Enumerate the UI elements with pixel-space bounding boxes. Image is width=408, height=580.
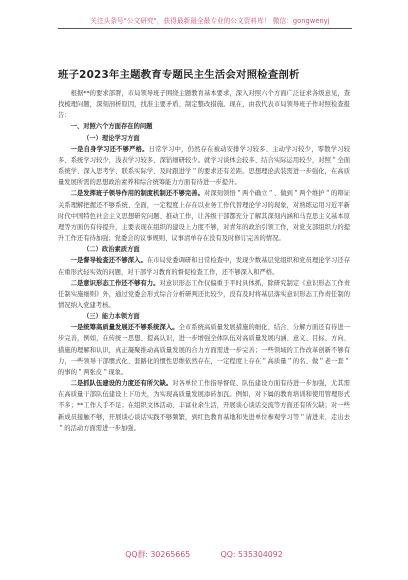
paragraph [58, 378, 350, 434]
header-divider [58, 28, 352, 29]
paragraph-lead: 一是自身学习还不够严格。 [70, 145, 149, 153]
footer-contact [0, 549, 408, 560]
footer-qq-group: QQ群: 30265665 [125, 550, 191, 559]
document-body [58, 88, 350, 434]
paragraph-body: 全市系统高质量发展措施的细化、结合、分解方面还有待进一步完善，例如，在传统一思想、提高认识，进一步增强全体队伍对高质量发展内涵、意义、目标、方向、措施的理解和认识，真正凝聚推动高质量发展的合力方面需进一步完善；一些领域的工作改革创新不够有力，一些领导干部惯式化、套路化的惯性思维依然存在，一定程度上存在＂高质量＂的名、做＂老一套＂的事的＂两张皮＂现象。 [58, 324, 351, 376]
paragraph [58, 322, 350, 378]
paragraph [58, 255, 350, 277]
subsection-heading: （二）政治素质方面 [83, 246, 140, 254]
section-heading: 一、对照六个方面存在的问题 [70, 123, 153, 131]
paragraph-body: 在市局党委调研和日常检查中，发现少数基层党组织和党员理论学习还存在重形式轻实效的问题，对干部学习教育的督促检查工作，还不够深入和严格。 [58, 257, 351, 276]
paragraph-body: 对各单位工作指导督促、队伍建设方面有待进一步加强，尤其需在高质量干部队伍建设上下功夫，为实现高质量发展添砖加瓦。例如，对下属的教育培训和使用管理形式不多；**工作人手不足；在组织文体活动、丰富业余生活，开展谈心谈话交流等方面还有所欠缺；对一些新成员接触不够，开展谈心谈话实践不够频繁，到红色教育基地和先进单位参观学习等＂请进来、走出去＂的活动方面需进一步加强。 [58, 380, 351, 432]
paragraph [58, 278, 350, 311]
footer-qq: QQ: 535304092 [220, 550, 283, 559]
paragraph-body: 日常学习中，仍然存在被动安排学习较多、主动学习较少，零散学习较多、系统学习较少，浅表学习较多、深钻细研较少。就学习谈体会较多、结合实际运用较少，对照＂全面系统学、深入思考学、联系实际学、及时跟进学＂的要求还有差距。思想理论武装需进一步强化，在高质量发展所需的思想政治素养和综合统筹能力方面有待进一步提升。 [58, 145, 351, 187]
paragraph-lead: 二是发挥班子领导作用的制度机制还不够完善。 [70, 190, 204, 198]
paragraph-lead: 二是抓队伍建设的力度还有所欠缺。 [70, 380, 173, 388]
paragraph-body: 对意识形态工作仅偏重于平时具体抓，除研究制定《意识形态工作责任制实施细则》外，通过党委会形式综合分析研判还比较少，没有及时将基层落实意识形态工作责任制的情况纳入党建考核。 [58, 279, 351, 309]
document-title: 班子2023年主题教育专题民主生活会对照检查剖析 [58, 69, 300, 81]
subsection-heading: （一）理论学习方面 [83, 134, 140, 142]
paragraph [58, 144, 350, 189]
paragraph-lead: 一是督导检查还不够深入。 [70, 257, 147, 265]
subsection-heading: （三）能力本领方面 [83, 313, 140, 321]
intro-paragraph: 根据**的要求部署，市局领导班子围绕主题教育基本要求，深入对照六个方面广泛征求各级意见，查找梳理问题，深刻剖析原因，找准主要矛盾、制定整改措施。现在，由我代表市局领导班子作对照检查报告： [58, 90, 350, 120]
paragraph-body: 对深刻领悟＂两个确立＂、做到＂两个维护＂的辩证关系理解把握还不够系统、全面，一定程度上存在以业务工作代替理论学习的现象，对熟练运用习近平新时代中国特色社会主义思想研究问题、推动工作，让各级干部都充分了解其深刻内涵和马克思主义基本原理等方面仍有待提升，主要表现在组织的建设上力度不够，对青年的政治引领工作，对党支部组织力的提升工作还有待加强；党委会的议事规则、议事清单存在没有及时修订完善的情况。 [58, 190, 351, 243]
header-banner: 关注头条号"公文研究"，获得最新最全最专业的公文资料库！ 微信：gongwenyj [90, 17, 330, 25]
paragraph [58, 188, 350, 244]
paragraph-lead: 二是意识形态工作还不够有力。 [70, 279, 160, 287]
paragraph-lead: 一是统筹高质量发展还不够系统深入。 [70, 324, 179, 332]
